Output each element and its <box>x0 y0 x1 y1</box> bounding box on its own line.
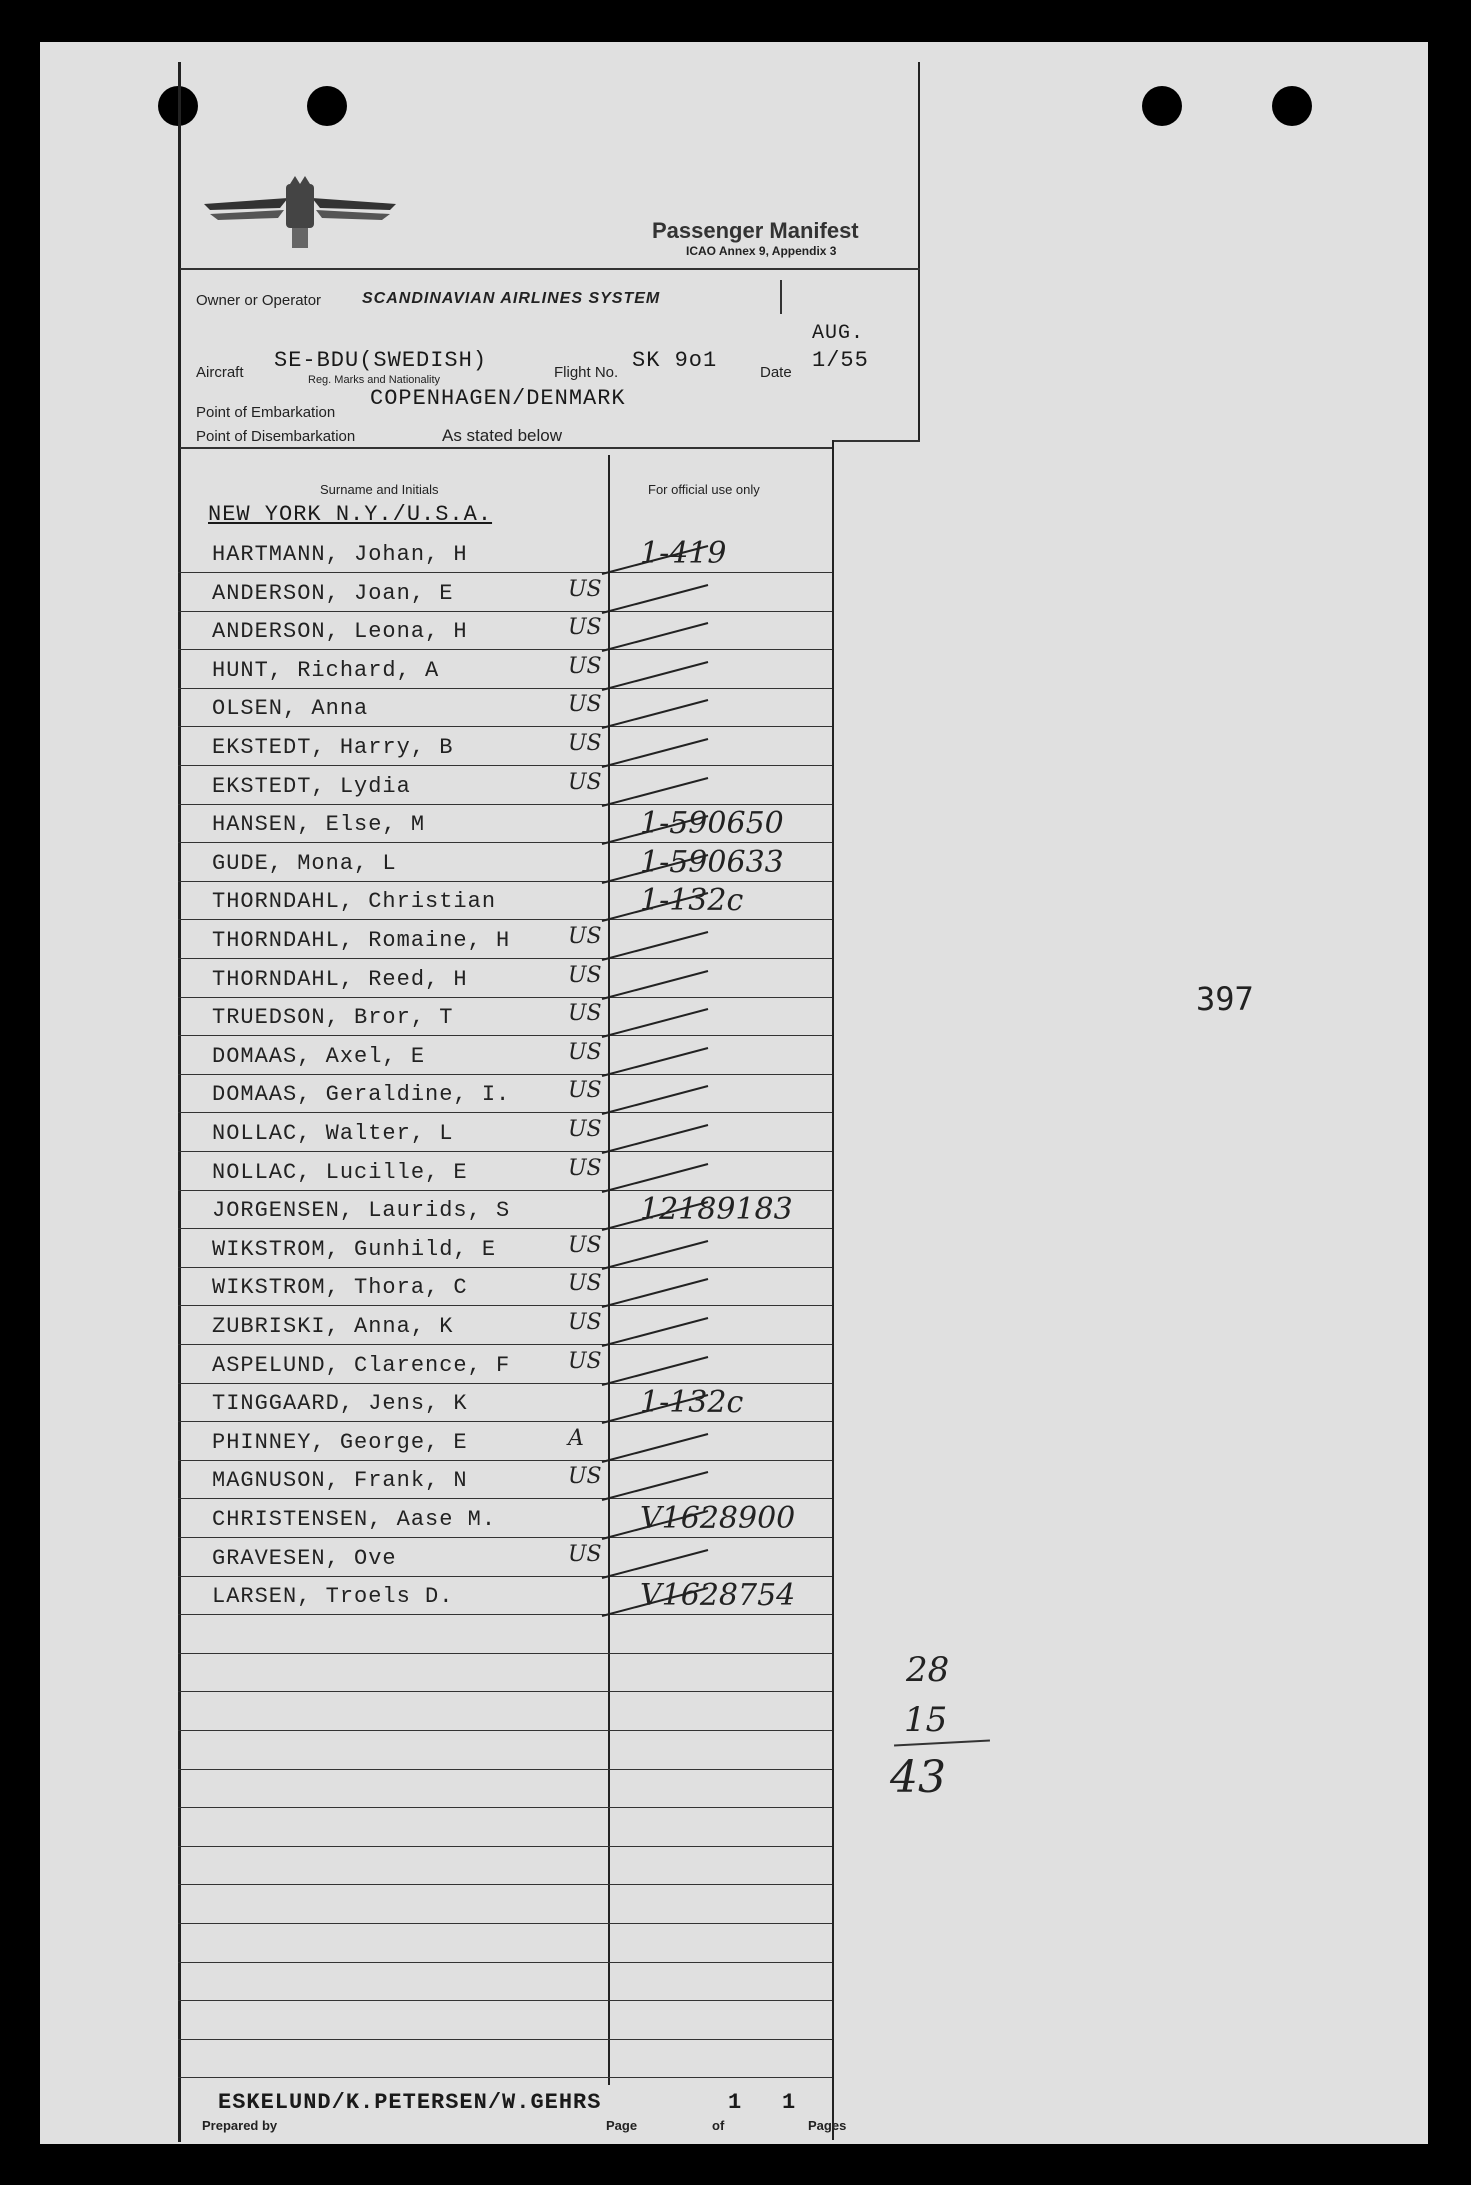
passenger-name: JORGENSEN, Laurids, S <box>212 1198 511 1224</box>
passenger-name: NOLLAC, Walter, L <box>212 1121 454 1146</box>
citizenship-mark: US <box>568 1464 602 1490</box>
table-row <box>178 1269 602 1307</box>
citizenship-mark: US <box>568 962 602 988</box>
col-header-names: Surname and Initials <box>320 482 439 497</box>
citizenship-mark: US <box>568 653 602 679</box>
passenger-name: ASPELUND, Clarence, F <box>212 1352 511 1378</box>
table-rule <box>178 1691 832 1692</box>
citizenship-mark: US <box>568 1541 602 1567</box>
passenger-name: DOMAAS, Axel, E <box>212 1043 426 1069</box>
official-entry: 1-590633 <box>640 844 784 880</box>
date-label: Date <box>760 364 792 381</box>
table-rule <box>178 1962 832 1963</box>
of-value: 1 <box>782 2090 797 2115</box>
of-label: of <box>712 2118 725 2133</box>
table-rule <box>178 1769 832 1770</box>
header-right-border <box>918 62 920 442</box>
table-right-border <box>832 440 834 2140</box>
passenger-name: NOLLAC, Lucille, E <box>212 1159 468 1185</box>
punch-hole <box>1142 86 1182 126</box>
passenger-name: GUDE, Mona, L <box>212 850 397 876</box>
page-label: Page <box>606 2118 638 2133</box>
aircraft-value: SE-BDU(SWEDISH) <box>274 348 488 373</box>
official-entry: 1-132c <box>640 883 744 919</box>
table-row <box>178 613 602 651</box>
citizenship-mark: US <box>568 692 602 718</box>
citizenship-mark: US <box>568 1117 602 1142</box>
embark-value: COPENHAGEN/DENMARK <box>370 386 626 411</box>
passenger-name: PHINNEY, George, E <box>212 1429 468 1455</box>
table-row <box>178 1501 796 1539</box>
passenger-name: ANDERSON, Joan, E <box>212 580 454 606</box>
header-divider <box>180 268 920 270</box>
fields-divider <box>180 447 832 449</box>
table-row <box>178 1424 598 1462</box>
official-entry: V1628900 <box>640 1501 796 1536</box>
table-row <box>178 652 602 690</box>
passenger-name: THORNDAHL, Romaine, H <box>212 928 511 953</box>
table-rule <box>178 1807 832 1808</box>
passenger-name: THORNDAHL, Christian <box>212 889 497 915</box>
disembark-label: Point of Disembarkation <box>196 428 356 445</box>
citizenship-mark: US <box>568 615 602 641</box>
table-row <box>178 1076 602 1114</box>
table-row <box>178 806 784 844</box>
passenger-name: HANSEN, Else, M <box>212 812 426 838</box>
reg-label: Reg. Marks and Nationality <box>308 374 441 386</box>
passenger-name: WIKSTROM, Gunhild, E <box>212 1236 497 1262</box>
passenger-name: ZUBRISKI, Anna, K <box>212 1314 454 1339</box>
form-subtitle: ICAO Annex 9, Appendix 3 <box>686 244 837 258</box>
pages-label: Pages <box>808 2118 847 2133</box>
table-row <box>178 1540 602 1578</box>
passenger-name: TINGGAARD, Jens, K <box>212 1391 468 1417</box>
table-rule <box>178 2039 832 2040</box>
citizenship-mark: US <box>568 1039 602 1065</box>
owner-value: SCANDINAVIAN AIRLINES SYSTEM <box>362 290 661 307</box>
disembark-value: As stated below <box>442 426 563 445</box>
passenger-name: DOMAAS, Geraldine, I. <box>212 1082 511 1108</box>
citizenship-mark: US <box>568 1271 602 1297</box>
passenger-name: TRUEDSON, Bror, T <box>212 1005 454 1031</box>
col-header-official: For official use only <box>648 482 760 497</box>
official-entry: 1-590650 <box>640 806 784 842</box>
table-row <box>178 575 602 613</box>
table-rule <box>178 1884 832 1885</box>
flight-value: SK 9o1 <box>632 348 718 373</box>
table-row <box>178 1115 602 1153</box>
citizenship-mark: US <box>568 924 602 949</box>
official-entry: 1-419 <box>640 536 727 571</box>
prepared-value: ESKELUND/K.PETERSEN/W.GEHRS <box>218 2090 602 2115</box>
passenger-name: EKSTEDT, Lydia <box>212 773 411 799</box>
citizenship-mark: US <box>568 576 602 602</box>
table-row <box>178 729 602 767</box>
table-row <box>178 1038 602 1076</box>
tally-minus: 15 <box>904 1700 948 1740</box>
date-month: AUG. <box>812 322 865 345</box>
table-rule <box>178 1923 832 1924</box>
table-row <box>178 999 602 1037</box>
passenger-name: CHRISTENSEN, Aase M. <box>212 1507 497 1532</box>
tally-top: 28 <box>906 1650 950 1690</box>
passenger-name: OLSEN, Anna <box>212 696 369 722</box>
citizenship-mark: US <box>568 1348 602 1374</box>
table-rule <box>178 1846 832 1847</box>
destination: NEW YORK N.Y./U.S.A. <box>208 502 493 527</box>
page-value: 1 <box>728 2090 743 2115</box>
official-entry: V1628754 <box>640 1578 796 1614</box>
citizenship-mark: US <box>568 731 602 756</box>
table-row <box>178 1578 796 1616</box>
citizenship-mark: US <box>568 1310 602 1335</box>
form-title: Passenger Manifest <box>652 218 859 243</box>
passenger-name: EKSTEDT, Harry, B <box>212 735 454 760</box>
embark-label: Point of Embarkation <box>196 404 336 421</box>
prepared-label: Prepared by <box>202 2118 278 2133</box>
table-row <box>178 961 602 999</box>
table-row <box>178 768 602 806</box>
table-rule <box>178 1653 832 1654</box>
header-step-line <box>832 440 920 442</box>
table-row <box>178 1462 602 1500</box>
table-row <box>178 1347 602 1385</box>
passenger-name: ANDERSON, Leona, H <box>212 619 468 645</box>
table-row <box>178 883 744 921</box>
citizenship-mark: US <box>568 1078 602 1104</box>
citizenship-mark: A <box>568 1425 584 1451</box>
date-value: 1/55 <box>812 348 869 373</box>
tally-result: 43 <box>890 1752 946 1803</box>
passenger-name: THORNDAHL, Reed, H <box>212 966 468 992</box>
flight-label: Flight No. <box>554 364 619 381</box>
table-row <box>178 536 727 574</box>
table-row <box>178 844 784 883</box>
punch-hole <box>307 86 347 126</box>
table-rule <box>178 2000 832 2001</box>
table-row <box>178 1231 602 1269</box>
citizenship-mark: US <box>568 769 602 795</box>
aircraft-label: Aircraft <box>196 364 244 381</box>
citizenship-mark: US <box>568 1232 602 1258</box>
column-divider <box>608 455 610 2085</box>
table-row <box>178 1192 793 1230</box>
passenger-name: LARSEN, Troels D. <box>212 1584 454 1610</box>
table-rule <box>178 1730 832 1731</box>
table-row <box>178 1308 602 1346</box>
owner-label: Owner or Operator <box>196 292 322 309</box>
passenger-name: WIKSTROM, Thora, C <box>212 1275 468 1301</box>
winged-crest-logo <box>200 176 400 256</box>
owner-tick <box>780 280 782 314</box>
table-row <box>178 1154 602 1192</box>
passenger-name: MAGNUSON, Frank, N <box>212 1468 468 1494</box>
passenger-name: GRAVESEN, Ove <box>212 1545 397 1571</box>
passenger-name: HUNT, Richard, A <box>212 657 440 683</box>
citizenship-mark: US <box>568 1155 602 1181</box>
official-entry: 1-132c <box>640 1385 744 1421</box>
passenger-name: HARTMANN, Johan, H <box>212 542 468 567</box>
citizenship-mark: US <box>568 1001 602 1027</box>
official-entry: 12189183 <box>640 1192 793 1228</box>
punch-hole <box>1272 86 1312 126</box>
table-rule <box>178 2077 832 2078</box>
table-row <box>178 922 602 960</box>
stamp-number: 397 <box>1196 980 1254 1018</box>
table-row <box>178 690 602 728</box>
table-row <box>178 1385 744 1423</box>
